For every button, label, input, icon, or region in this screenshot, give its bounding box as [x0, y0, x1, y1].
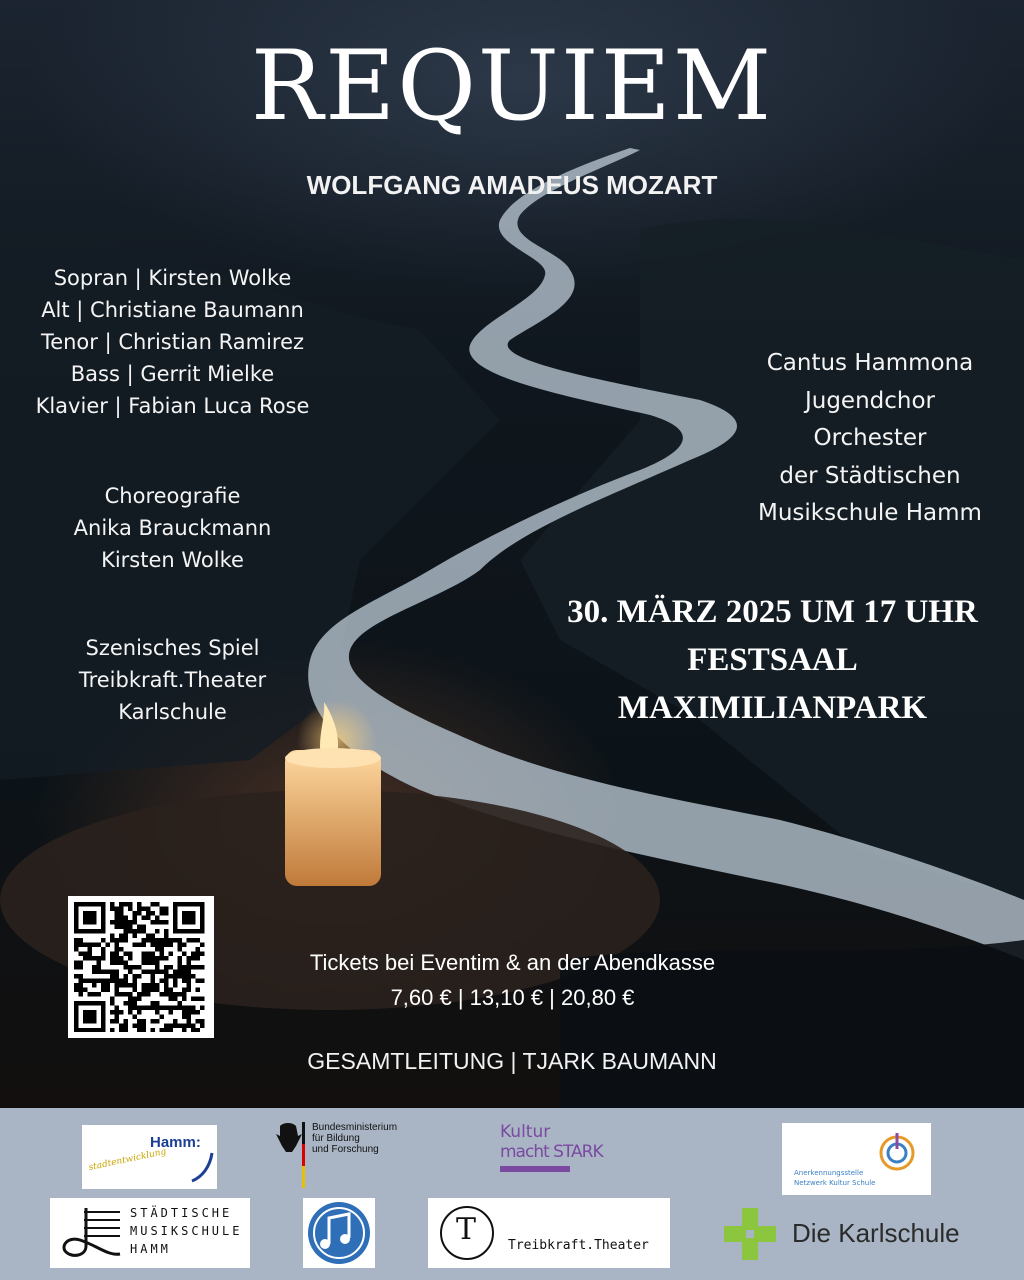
composer-name: WOLFGANG AMADEUS MOZART — [306, 170, 718, 200]
scenic-play-heading: Szenisches Spiel — [85, 636, 260, 660]
soloist-line: Bass | Gerrit Mielke — [70, 362, 275, 386]
bmbf-line3: und Forschung — [312, 1144, 379, 1155]
soloist-line: Klavier | Fabian Luca Rose — [35, 394, 310, 418]
scenic-play-credits — [20, 632, 325, 728]
ensembles-list — [720, 345, 1020, 533]
sponsor-logo-bar — [0, 1108, 1024, 1280]
soloist-line: Alt | Christiane Baumann — [41, 298, 304, 322]
hamm-logo-text: Hamm: — [150, 1134, 201, 1151]
soloist-line: Sopran | Kirsten Wolke — [53, 266, 292, 290]
poster-title: REQUIEM — [250, 30, 774, 142]
kultur-macht-stark-logo[interactable] — [498, 1120, 608, 1186]
soloist-line: Tenor | Christian Ramirez — [40, 330, 305, 354]
hamm-logo[interactable] — [82, 1125, 217, 1189]
musikschule-line3: HAMM — [130, 1242, 171, 1256]
ensemble-line: Cantus Hammona — [766, 350, 974, 376]
overall-direction: GESAMTLEITUNG | TJARK BAUMANN — [307, 1048, 717, 1074]
qr-code-icon — [74, 902, 208, 1032]
ticket-sales-line: Tickets bei Eventim & an der Abendkasse — [309, 950, 716, 975]
candle — [282, 700, 392, 894]
event-date-venue — [535, 588, 1010, 732]
music-emblem-icon — [303, 1198, 375, 1268]
scenic-play-name: Karlschule — [118, 700, 227, 724]
staedtische-musikschule-logo[interactable] — [50, 1198, 250, 1268]
musikschule-line1: STÄDTISCHE — [130, 1206, 233, 1220]
ensemble-line: Jugendchor — [804, 387, 936, 414]
ticket-prices: 7,60 € | 13,10 € | 20,80 € — [390, 985, 635, 1010]
karlschule-logo[interactable] — [722, 1206, 1002, 1262]
karlschule-name: Die Karlschule — [792, 1218, 960, 1248]
music-circle-icon — [874, 1129, 920, 1175]
treibkraft-name: Treibkraft.Theater — [508, 1238, 649, 1253]
musikschule-line2: MUSIKSCHULE — [130, 1224, 243, 1238]
netzwerk-line1: Anerkennungsstelle — [794, 1169, 864, 1177]
candle-icon — [282, 700, 392, 890]
ensemble-line: Orchester — [813, 425, 927, 451]
netzwerk-kultur-schule-logo[interactable] — [782, 1123, 931, 1195]
event-venue-park: MAXIMILIANPARK — [617, 690, 928, 726]
ticket-info — [250, 945, 775, 1015]
hamm-logo-tagline: stadtentwicklung — [87, 1146, 168, 1174]
ensemble-line: Musikschule Hamm — [758, 500, 982, 526]
kultur-underline-bar — [500, 1166, 570, 1172]
kultur-line1: Kultur — [500, 1122, 551, 1142]
choreography-heading: Choreografie — [104, 484, 241, 508]
federal-eagle-icon — [272, 1122, 306, 1188]
treibkraft-mark: T — [456, 1212, 477, 1247]
choreography-credits — [20, 480, 325, 576]
scenic-play-name: Treibkraft.Theater — [78, 668, 267, 692]
event-venue: FESTSAAL — [687, 642, 858, 678]
bmbf-line2: für Bildung — [312, 1133, 360, 1144]
treble-staff-icon — [58, 1206, 122, 1260]
ensemble-line: der Städtischen — [779, 462, 961, 489]
kultur-line2: macht STARK — [500, 1142, 603, 1162]
treibkraft-theater-logo[interactable] — [428, 1198, 670, 1268]
ticket-qr-code[interactable] — [68, 896, 214, 1038]
bmbf-logo[interactable] — [272, 1120, 412, 1192]
green-cross-icon — [724, 1208, 776, 1260]
event-date-time: 30. MÄRZ 2025 UM 17 UHR — [567, 594, 978, 630]
choreographer-name: Anika Brauckmann — [73, 516, 272, 540]
bmbf-line1: Bundesministerium — [312, 1122, 398, 1133]
hamm-swoosh-icon — [190, 1151, 214, 1185]
soloists-list — [20, 262, 325, 422]
choreographer-name: Kirsten Wolke — [101, 548, 244, 572]
music-emblem-logo[interactable] — [303, 1198, 375, 1268]
netzwerk-line2: Netzwerk Kultur Schule — [794, 1179, 876, 1187]
